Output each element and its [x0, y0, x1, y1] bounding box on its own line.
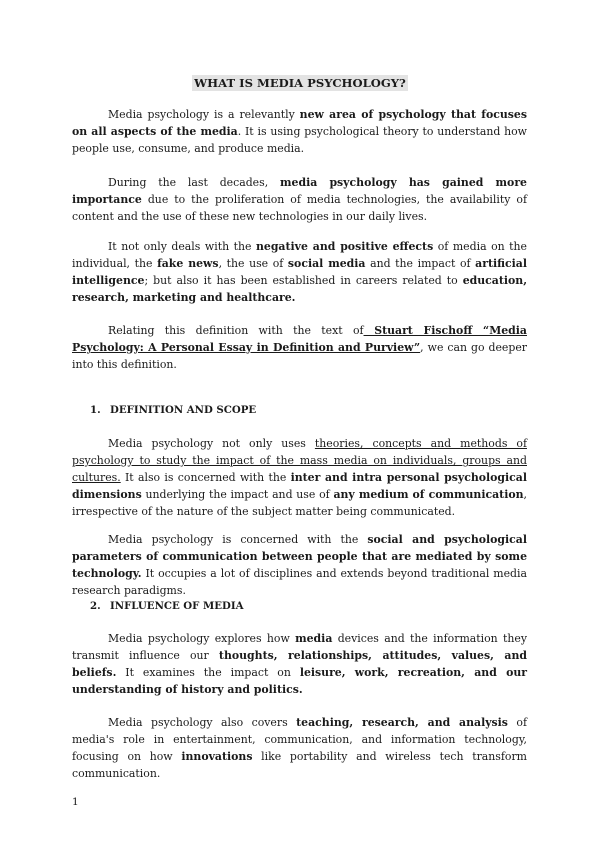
paragraph-importance: During the last decades, media psychology has gained more importance due to the proliferation of media technologies, the availability of content and the use of these new technologies in our daily lives.	[72, 176, 527, 223]
paragraph-teaching-research: Media psychology also covers teaching, research, and analysis of media's role in entertainment, communication, and information technology, focusing on how innovations like portability and wireless tech transform communication.	[72, 716, 528, 780]
paragraph-social-parameters: Media psychology is concerned with the social and psychological parameters of communication between people that are mediated by some technology. It occupies a lot of disciplines and extends beyond traditional media research paradigms.	[72, 533, 527, 597]
section-heading-definition-scope: 1. DEFINITION AND SCOPE	[90, 404, 257, 416]
section-heading-influence: 2. INFLUENCE OF MEDIA	[90, 600, 244, 612]
paragraph-definition: Media psychology not only uses theories, concepts and methods of psychology to study the impact of the mass media on individuals, groups and cultures. It also is concerned with the inter and intra personal psychological dimensions underlying the impact and use of any medium of communication, irrespective of the nature of the subject matter being communicated.	[72, 437, 527, 518]
paragraph-intro: Media psychology is a relevantly new area of psychology that focuses on all aspects of the media. It is using psychological theory to understand how people use, consume, and produce media.	[72, 108, 527, 155]
paragraph-fischoff-reference: Relating this definition with the text of Stuart Fischoff “Media Psychology: A Personal Essay in Definition and Purview”, we can go deeper into this definition.	[72, 324, 527, 371]
paragraph-influence: Media psychology explores how media devices and the information they transmit influence our thoughts, relationships, attitudes, values, and beliefs. It examines the impact on leisure, work, recreation, and our understanding of history and politics.	[72, 632, 528, 696]
page-number: 1	[72, 796, 79, 808]
paragraph-effects: It not only deals with the negative and positive effects of media on the individual, the fake news, the use of social media and the impact of artificial intelligence; but also it has been established in careers related to education, research, marketing and healthcare.	[72, 240, 528, 304]
page-title: WHAT IS MEDIA PSYCHOLOGY?	[194, 76, 406, 90]
